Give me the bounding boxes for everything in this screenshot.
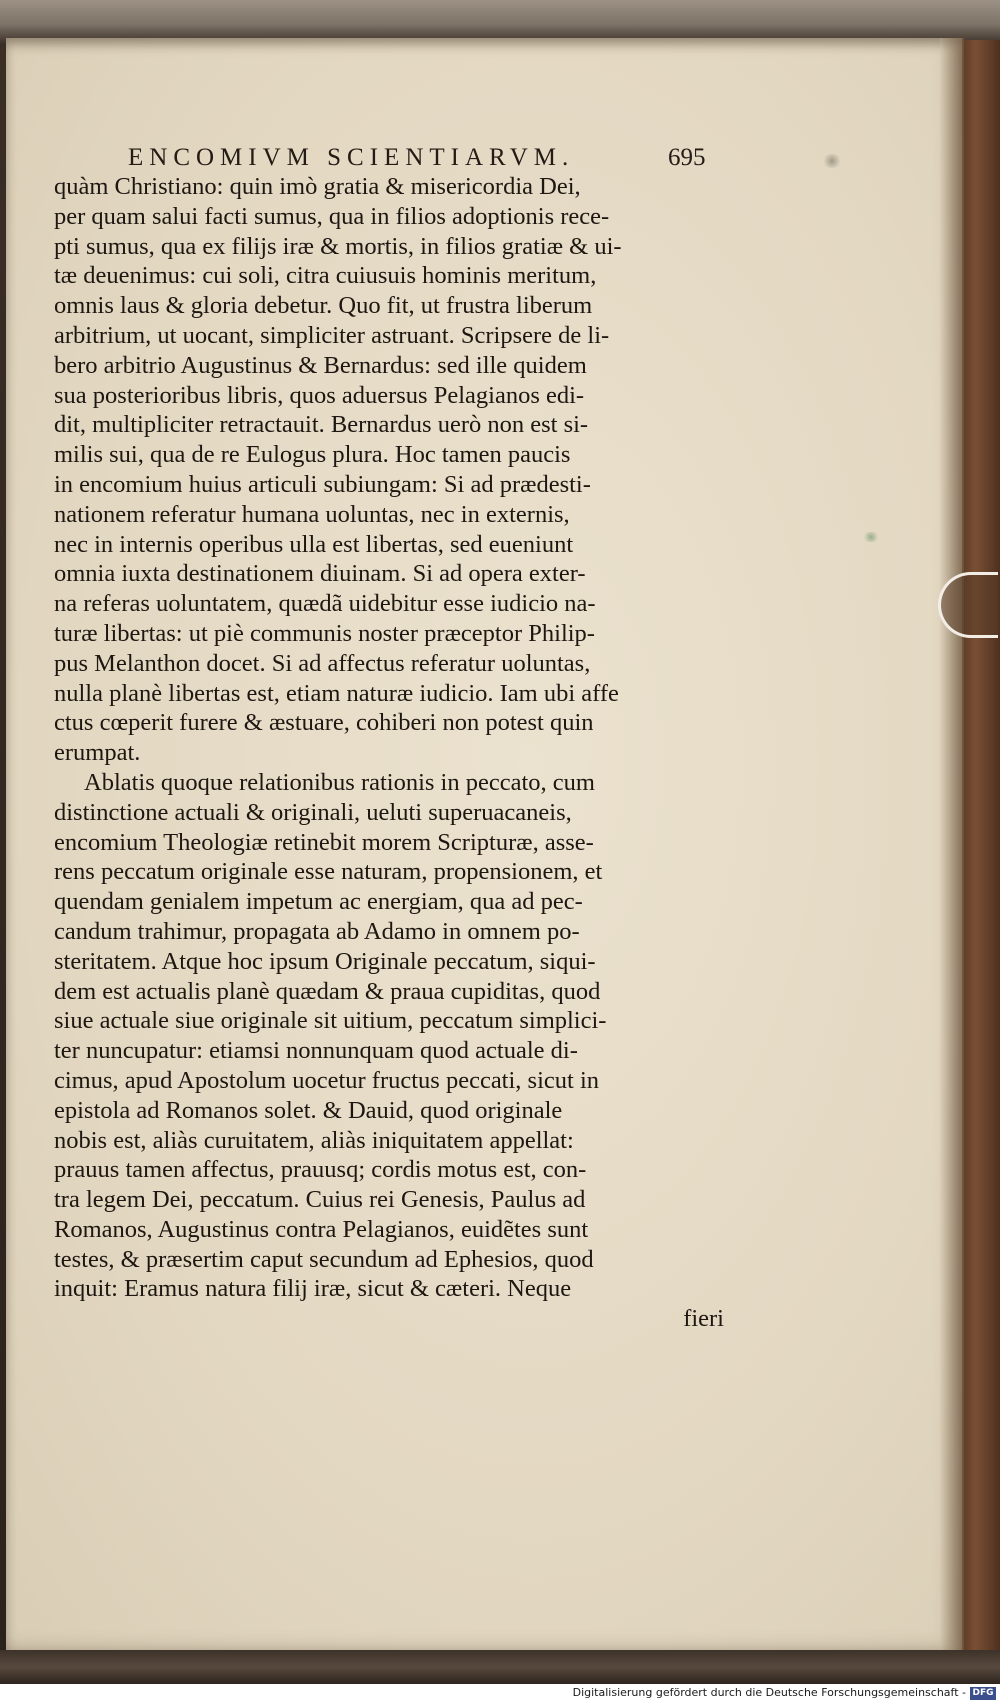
- text-line: milis sui, qua de re Eulogus plura. Hoc tamen paucis: [54, 441, 571, 469]
- metal-clasp: [938, 572, 998, 638]
- text-line: turæ libertas: ut piè communis noster præceptor Philip-: [54, 619, 595, 647]
- dfg-logo: DFG: [970, 1687, 996, 1700]
- text-line: per quam salui facti sumus, qua in filios adoptionis rece-: [54, 202, 610, 230]
- text-line: sua posterioribus libris, quos aduersus Pelagianos edi-: [54, 381, 585, 409]
- text-line: testes, & præsertim caput secundum ad Ephesios, quod: [54, 1245, 594, 1273]
- text-line: omnis laus & gloria debetur. Quo fit, ut frustra liberum: [54, 292, 593, 320]
- text-line: dit, multipliciter retractauit. Bernardus uerò non est si-: [54, 411, 589, 439]
- text-line: distinctione actuali & originali, ueluti superuacaneis,: [54, 798, 572, 826]
- page-edge-shadow: [940, 38, 964, 1650]
- text-line: nobis est, aliàs curuitatem, aliàs iniquitatem appellat:: [54, 1126, 574, 1154]
- text-line: nulla planè libertas est, etiam naturæ iudicio. Iam ubi affe: [54, 679, 619, 707]
- text-line: omnia iuxta destinationem diuinam. Si ad opera exter-: [54, 560, 586, 588]
- text-line: na referas uoluntatem, quædã uidebitur esse iudicio na-: [54, 590, 596, 618]
- book-spine-edge: [962, 40, 1000, 1650]
- text-line: inquit: Eramus natura filij iræ, sicut & cæteri. Neque: [54, 1275, 572, 1303]
- text-line: nec in internis operibus ulla est libertas, sed eueniunt: [54, 530, 574, 558]
- text-line: siue actuale siue originale sit uitium, peccatum simplici-: [54, 1007, 607, 1035]
- text-line: ctus cœperit furere & æstuare, cohiberi non potest quin: [54, 709, 594, 737]
- text-line-paragraph-start: Ablatis quoque relationibus rationis in peccato, cum: [84, 768, 595, 796]
- running-title: ENCOMIVM SCIENTIARVM.: [128, 144, 575, 171]
- page-number: 695: [668, 144, 706, 171]
- text-line: prauus tamen affectus, prauusq; cordis motus est, con-: [54, 1156, 587, 1184]
- digitization-footer: [0, 1684, 1000, 1704]
- text-line: in encomium huius articuli subiungam: Si ad prædesti-: [54, 470, 591, 498]
- text-line: erumpat.: [54, 739, 141, 767]
- text-line: quendam genialem impetum ac energiam, qua ad pec-: [54, 888, 583, 916]
- stain-mark: [862, 532, 880, 542]
- body-text: [54, 172, 724, 1334]
- text-line: candum trahimur, propagata ab Adamo in omnem po-: [54, 917, 580, 945]
- text-line: dem est actualis planè quædam & praua cupiditas, quod: [54, 977, 601, 1005]
- text-line: pti sumus, qua ex filijs iræ & mortis, in filios gratiæ & ui-: [54, 232, 622, 260]
- text-line: cimus, apud Apostolum uocetur fructus peccati, sicut in: [54, 1066, 600, 1094]
- book-bottom-edge: [0, 1650, 1000, 1684]
- text-line: nationem referatur humana uoluntas, nec in externis,: [54, 500, 570, 528]
- text-line: Romanos, Augustinus contra Pelagianos, euidẽtes sunt: [54, 1215, 589, 1243]
- funding-credit: Digitalisierung gefördert durch die Deutsche Forschungsgemeinschaft -: [572, 1686, 966, 1699]
- catchword: fieri: [683, 1305, 724, 1333]
- text-line: quàm Christiano: quin imò gratia & misericordia Dei,: [54, 173, 581, 200]
- text-line: encomium Theologiæ retinebit morem Scripturæ, asse-: [54, 828, 594, 856]
- ink-smudge: [822, 154, 842, 168]
- text-line: bero arbitrio Augustinus & Bernardus: sed ille quidem: [54, 351, 587, 379]
- text-line: pus Melanthon docet. Si ad affectus referatur uoluntas,: [54, 649, 591, 677]
- text-line: tæ deuenimus: cui soli, citra cuiusuis hominis meritum,: [54, 262, 597, 290]
- text-line: ter nuncupatur: etiamsi nonnunquam quod actuale di-: [54, 1037, 578, 1065]
- text-line: arbitrium, ut uocant, simpliciter astruant. Scripsere de li-: [54, 321, 610, 349]
- text-line: steritatem. Atque hoc ipsum Originale peccatum, siqui-: [54, 947, 596, 975]
- text-line: rens peccatum originale esse naturam, propensionem, et: [54, 858, 603, 886]
- text-line: epistola ad Romanos solet. & Dauid, quod originale: [54, 1096, 563, 1124]
- text-line: tra legem Dei, peccatum. Cuius rei Genesis, Paulus ad: [54, 1186, 586, 1214]
